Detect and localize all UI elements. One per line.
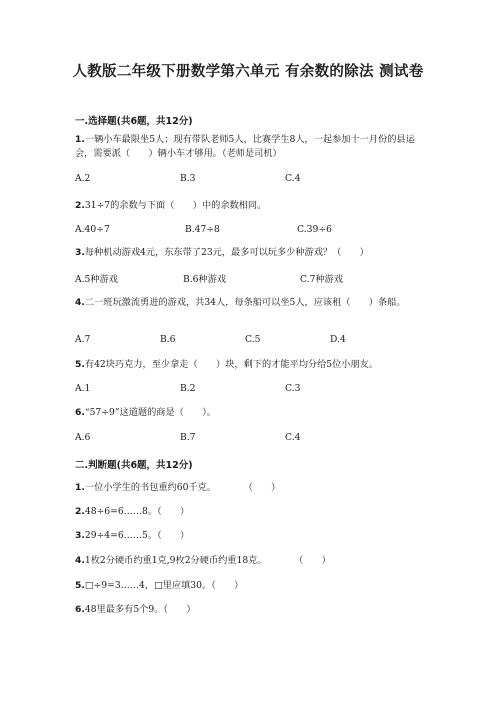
option-a: A.40÷7 (75, 224, 110, 235)
question-item (75, 554, 425, 568)
section-heading-choice: 一.选择题(共6题，共12分) (75, 116, 193, 127)
question-item (75, 246, 425, 260)
question-text: 一辆小车最限坐5人；现有带队老师5人，比赛学生8人，一起参加十一月份的县运会，需要派（ ）辆小车才够用。（老师是司机） (75, 134, 415, 159)
question-number: 1. (75, 134, 85, 145)
question-number: 3. (75, 247, 85, 258)
question-text: 二一班玩激流勇进的游戏，共34人，每条船可以坐5人，应该租（ ）条船。 (84, 297, 406, 308)
option-row (75, 334, 435, 348)
option-a: A.2 (75, 173, 91, 184)
question-item (75, 406, 425, 420)
question-text: “57÷9”这道题的商是（ ）。 (84, 407, 216, 418)
option-b: B.2 (180, 383, 196, 394)
question-number: 3. (75, 530, 85, 541)
question-item (75, 529, 425, 543)
question-item (75, 579, 425, 593)
option-b: B.6种游戏 (183, 274, 227, 285)
question-text: 一位小学生的书包重约60千克。 （ ） (84, 482, 281, 493)
question-number: 5. (75, 359, 85, 370)
option-row (75, 173, 435, 187)
question-number: 4. (75, 555, 85, 566)
question-item (75, 481, 425, 495)
question-number: 2. (75, 200, 85, 211)
question-number: 4. (75, 297, 85, 308)
option-a: A.1 (75, 383, 91, 394)
question-text: 每种机动游戏4元，东东带了23元，最多可以玩多少种游戏？（ ） (84, 247, 369, 258)
option-a: A.7 (75, 334, 91, 345)
page-title: 人教版二年级下册数学第六单元 有余数的除法 测试卷 (72, 64, 424, 80)
option-a: A.5种游戏 (75, 274, 118, 285)
option-c: C.4 (285, 432, 301, 443)
option-row (75, 224, 435, 238)
option-b: B.47÷8 (185, 224, 220, 235)
option-c: C.7种游戏 (300, 274, 344, 285)
question-number: 5. (75, 580, 85, 591)
question-text: 48÷6=6……8。（ ） (84, 506, 190, 517)
option-c: C.5 (245, 334, 261, 345)
question-text: 有42块巧克力，至少拿走（ ）块，剩下的才能平均分给5位小朋友。 (84, 359, 379, 370)
option-a: A.6 (75, 432, 91, 443)
question-number: 2. (75, 506, 85, 517)
question-number: 6. (75, 604, 85, 615)
section-heading-judge: 二.判断题(共6题，共12分) (75, 460, 193, 471)
question-number: 1. (75, 482, 85, 493)
option-row (75, 271, 435, 285)
option-b: B.6 (160, 334, 176, 345)
option-row (75, 383, 435, 397)
question-text: 1枚2分硬币约重1克,9枚2分硬币约重18克。 （ ） (84, 555, 331, 566)
option-b: B.7 (180, 432, 196, 443)
option-c: C.39÷6 (297, 224, 332, 235)
option-row (75, 432, 435, 446)
question-item (75, 296, 425, 310)
question-number: 6. (75, 407, 85, 418)
question-text: □÷9=3……4，□里应填30。（ ） (84, 580, 244, 591)
question-item (75, 603, 425, 617)
option-c: C.3 (285, 383, 301, 394)
question-text: 31÷7的余数与下面（ ）中的余数相同。 (84, 200, 267, 211)
question-item (75, 358, 425, 372)
question-item (75, 199, 425, 213)
question-text: 29÷4=6……5。（ ） (84, 530, 190, 541)
option-b: B.3 (180, 173, 196, 184)
option-c: C.4 (285, 173, 301, 184)
option-d: D.4 (330, 334, 346, 345)
question-text: 48里最多有5个9。（ ） (84, 604, 196, 615)
question-item (75, 133, 425, 161)
question-item (75, 505, 425, 519)
